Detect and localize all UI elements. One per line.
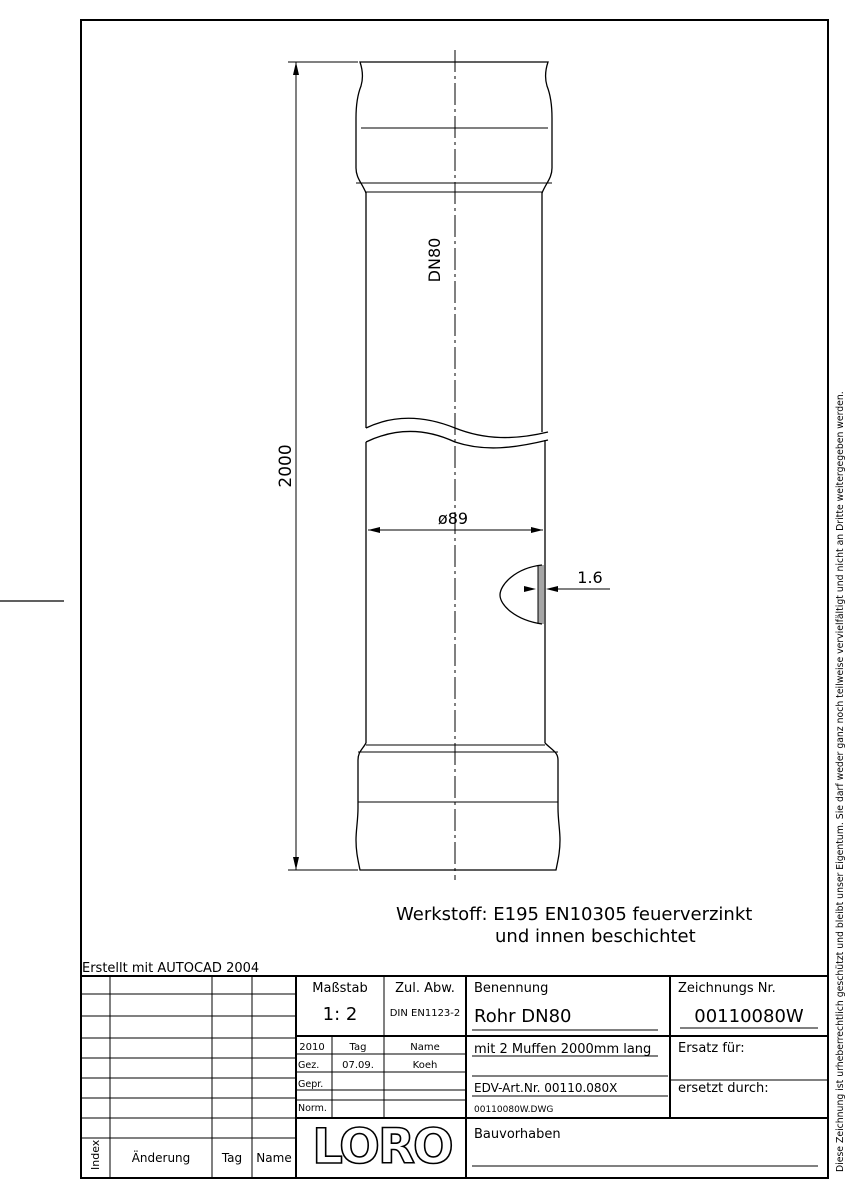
name-col-header: Name [410, 1042, 440, 1053]
benennung-value: Rohr DN80 [474, 1006, 572, 1027]
year-text: 2010 [299, 1042, 325, 1053]
length-dimension-text: 2000 [276, 444, 296, 488]
material-line-2: und innen beschichtet [495, 926, 696, 947]
diameter-dimension-text: ø89 [437, 509, 469, 528]
arrow-head [546, 586, 558, 592]
edv-art-nr: EDV-Art.Nr. 00110.080X [474, 1081, 618, 1095]
pipe-drawing [288, 50, 610, 880]
material-line-1: Werkstoff: E195 EN10305 feuerverzinkt [396, 904, 753, 925]
tag-header: Tag [221, 1151, 243, 1165]
wall-hatch [538, 565, 544, 624]
break-line [366, 432, 548, 448]
zul-abw-label: Zul. Abw. [395, 981, 455, 996]
dwg-file: 00110080W.DWG [474, 1105, 554, 1115]
title-block [81, 961, 828, 1178]
zeichnungs-nr-label: Zeichnungs Nr. [678, 981, 776, 996]
wall-dimension-text: 1.6 [577, 568, 603, 587]
tag-col-header: Tag [349, 1042, 367, 1053]
wall-detail [500, 565, 542, 624]
benennung-detail: mit 2 Muffen 2000mm lang [474, 1042, 652, 1057]
massstab-value: 1: 2 [322, 1004, 358, 1025]
ersetzt-durch-label: ersetzt durch: [678, 1081, 769, 1096]
created-with-text: Erstellt mit AUTOCAD 2004 [82, 961, 260, 976]
arrow-head [531, 527, 543, 533]
copyright-note: Diese Zeichnung ist urheberrechtlich geschützt und bleibt unser Eigentum. Sie darf weder ganz noch teilweise vervielfältigt und nicht an Dritte weitergegeben werden. [835, 391, 846, 1172]
gepr-label: Gepr. [298, 1079, 324, 1090]
arrow-head [293, 857, 299, 870]
logo-text: LORO [312, 1119, 452, 1175]
zul-abw-value: DIN EN1123-2 [389, 1008, 461, 1019]
ersatz-fuer-label: Ersatz für: [678, 1041, 745, 1056]
arrow-head [368, 527, 380, 533]
gez-tag: 07.09. [342, 1060, 374, 1071]
name-header: Name [256, 1151, 292, 1165]
zeichnungs-nr-value: 00110080W [694, 1006, 804, 1027]
loro-logo [312, 1119, 452, 1175]
arrow-head [524, 586, 536, 592]
dn-label: DN80 [425, 237, 444, 283]
massstab-label: Maßstab [312, 981, 368, 996]
bauvorhaben-label: Bauvorhaben [474, 1127, 561, 1142]
aenderung-header: Änderung [131, 1151, 191, 1165]
break-line [366, 418, 548, 437]
benennung-label: Benennung [474, 981, 549, 996]
norm-label: Norm. [298, 1103, 327, 1114]
arrow-head [293, 62, 299, 75]
bottom-socket-outline [356, 743, 560, 870]
index-header: Index [89, 1139, 102, 1170]
gez-label: Gez. [298, 1060, 320, 1071]
gez-name: Koeh [412, 1060, 438, 1071]
